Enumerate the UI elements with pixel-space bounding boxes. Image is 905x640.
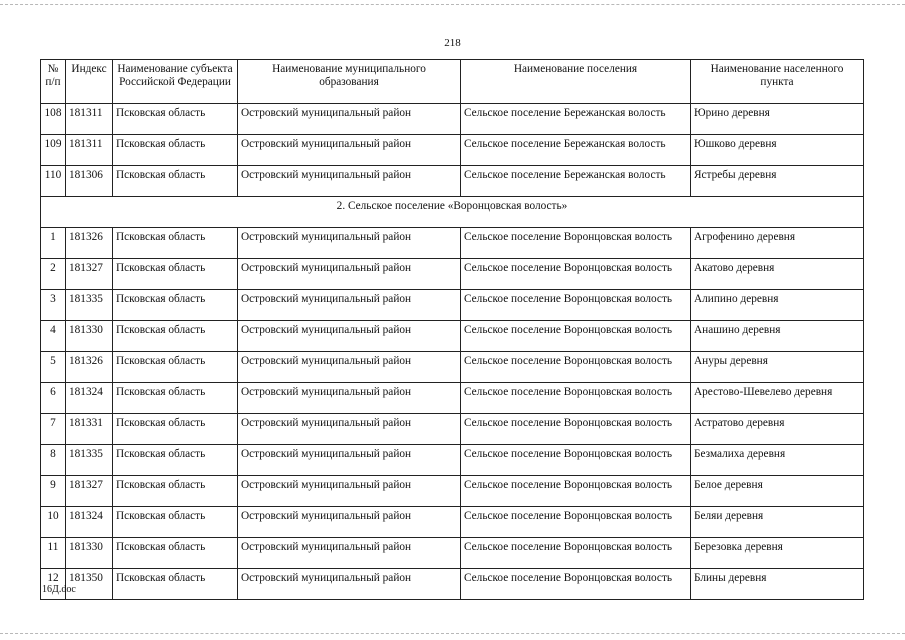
cell-locality: Юшково деревня bbox=[691, 135, 864, 166]
registry-table bbox=[40, 59, 864, 600]
cell-municipality: Островский муниципальный район bbox=[238, 414, 461, 445]
cell-settlement: Сельское поселение Воронцовская волость bbox=[461, 569, 691, 600]
footer-filename: 16Д.doc bbox=[42, 584, 76, 595]
cell-index: 181330 bbox=[66, 538, 113, 569]
header-index: Индекс bbox=[66, 60, 113, 104]
cell-locality: Ястребы деревня bbox=[691, 166, 864, 197]
cell-index: 181335 bbox=[66, 290, 113, 321]
cell-locality: Агрофенино деревня bbox=[691, 228, 864, 259]
cell-num: 110 bbox=[41, 166, 66, 197]
cell-municipality: Островский муниципальный район bbox=[238, 104, 461, 135]
cell-settlement: Сельское поселение Воронцовская волость bbox=[461, 414, 691, 445]
cell-settlement: Сельское поселение Воронцовская волость bbox=[461, 290, 691, 321]
cell-municipality: Островский муниципальный район bbox=[238, 383, 461, 414]
cell-index: 181335 bbox=[66, 445, 113, 476]
cell-num: 11 bbox=[41, 538, 66, 569]
cell-locality: Блины деревня bbox=[691, 569, 864, 600]
cell-subject: Псковская область bbox=[113, 445, 238, 476]
cell-municipality: Островский муниципальный район bbox=[238, 476, 461, 507]
cell-num: 10 bbox=[41, 507, 66, 538]
cell-index: 181324 bbox=[66, 507, 113, 538]
cell-index: 181324 bbox=[66, 383, 113, 414]
cell-settlement: Сельское поселение Воронцовская волость bbox=[461, 538, 691, 569]
section-title: 2. Сельское поселение «Воронцовская волость» bbox=[41, 197, 864, 228]
cell-num: 8 bbox=[41, 445, 66, 476]
table-row bbox=[41, 290, 864, 321]
cell-index: 181330 bbox=[66, 321, 113, 352]
cell-settlement: Сельское поселение Бережанская волость bbox=[461, 135, 691, 166]
table-row bbox=[41, 569, 864, 600]
header-municipality: Наименование муниципального образования bbox=[238, 60, 461, 104]
scan-edge-bottom bbox=[0, 633, 905, 634]
cell-locality: Анашино деревня bbox=[691, 321, 864, 352]
cell-index: 181311 bbox=[66, 135, 113, 166]
table-row bbox=[41, 383, 864, 414]
cell-municipality: Островский муниципальный район bbox=[238, 352, 461, 383]
table-body-after bbox=[41, 228, 864, 600]
cell-num: 5 bbox=[41, 352, 66, 383]
cell-num: 3 bbox=[41, 290, 66, 321]
cell-num: 4 bbox=[41, 321, 66, 352]
cell-num: 7 bbox=[41, 414, 66, 445]
cell-num: 9 bbox=[41, 476, 66, 507]
cell-settlement: Сельское поселение Воронцовская волость bbox=[461, 445, 691, 476]
table-row bbox=[41, 166, 864, 197]
cell-municipality: Островский муниципальный район bbox=[238, 259, 461, 290]
cell-municipality: Островский муниципальный район bbox=[238, 321, 461, 352]
cell-subject: Псковская область bbox=[113, 507, 238, 538]
cell-num: 2 bbox=[41, 259, 66, 290]
cell-subject: Псковская область bbox=[113, 538, 238, 569]
table-row bbox=[41, 445, 864, 476]
cell-locality: Астратово деревня bbox=[691, 414, 864, 445]
cell-locality: Ануры деревня bbox=[691, 352, 864, 383]
header-subject: Наименование субъекта Российской Федерации bbox=[113, 60, 238, 104]
cell-settlement: Сельское поселение Воронцовская волость bbox=[461, 507, 691, 538]
cell-num: 12 bbox=[41, 569, 66, 600]
table-row bbox=[41, 135, 864, 166]
cell-subject: Псковская область bbox=[113, 135, 238, 166]
table-row bbox=[41, 414, 864, 445]
cell-locality: Беляи деревня bbox=[691, 507, 864, 538]
cell-index: 181350 bbox=[66, 569, 113, 600]
cell-municipality: Островский муниципальный район bbox=[238, 228, 461, 259]
table-row bbox=[41, 228, 864, 259]
cell-index: 181326 bbox=[66, 228, 113, 259]
cell-settlement: Сельское поселение Бережанская волость bbox=[461, 104, 691, 135]
cell-index: 181327 bbox=[66, 476, 113, 507]
cell-municipality: Островский муниципальный район bbox=[238, 445, 461, 476]
cell-settlement: Сельское поселение Воронцовская волость bbox=[461, 476, 691, 507]
cell-subject: Псковская область bbox=[113, 259, 238, 290]
cell-municipality: Островский муниципальный район bbox=[238, 166, 461, 197]
cell-locality: Алипино деревня bbox=[691, 290, 864, 321]
table-body-before bbox=[41, 104, 864, 228]
cell-num: 6 bbox=[41, 383, 66, 414]
cell-municipality: Островский муниципальный район bbox=[238, 135, 461, 166]
cell-municipality: Островский муниципальный район bbox=[238, 538, 461, 569]
header-settlement: Наименование поселения bbox=[461, 60, 691, 104]
cell-subject: Псковская область bbox=[113, 476, 238, 507]
cell-subject: Псковская область bbox=[113, 352, 238, 383]
cell-settlement: Сельское поселение Воронцовская волость bbox=[461, 259, 691, 290]
cell-index: 181306 bbox=[66, 166, 113, 197]
cell-municipality: Островский муниципальный район bbox=[238, 290, 461, 321]
cell-locality: Арестово-Шевелево деревня bbox=[691, 383, 864, 414]
cell-index: 181311 bbox=[66, 104, 113, 135]
cell-settlement: Сельское поселение Воронцовская волость bbox=[461, 383, 691, 414]
cell-subject: Псковская область bbox=[113, 166, 238, 197]
cell-settlement: Сельское поселение Воронцовская волость bbox=[461, 321, 691, 352]
cell-locality: Юрино деревня bbox=[691, 104, 864, 135]
cell-settlement: Сельское поселение Воронцовская волость bbox=[461, 352, 691, 383]
header-num: № п/п bbox=[41, 60, 66, 104]
cell-municipality: Островский муниципальный район bbox=[238, 507, 461, 538]
cell-index: 181331 bbox=[66, 414, 113, 445]
cell-settlement: Сельское поселение Воронцовская волость bbox=[461, 228, 691, 259]
cell-num: 109 bbox=[41, 135, 66, 166]
cell-index: 181327 bbox=[66, 259, 113, 290]
table-header bbox=[41, 60, 864, 104]
table-row bbox=[41, 352, 864, 383]
scan-edge-top bbox=[0, 4, 905, 5]
cell-locality: Безмалиха деревня bbox=[691, 445, 864, 476]
header-locality: Наименование населенного пункта bbox=[691, 60, 864, 104]
cell-subject: Псковская область bbox=[113, 569, 238, 600]
cell-subject: Псковская область bbox=[113, 228, 238, 259]
cell-municipality: Островский муниципальный район bbox=[238, 569, 461, 600]
table-row bbox=[41, 104, 864, 135]
cell-subject: Псковская область bbox=[113, 321, 238, 352]
cell-num: 1 bbox=[41, 228, 66, 259]
cell-subject: Псковская область bbox=[113, 414, 238, 445]
table-row bbox=[41, 259, 864, 290]
cell-locality: Акатово деревня bbox=[691, 259, 864, 290]
cell-subject: Псковская область bbox=[113, 290, 238, 321]
table-row bbox=[41, 321, 864, 352]
page-number: 218 bbox=[444, 37, 461, 49]
table-row bbox=[41, 476, 864, 507]
table-row bbox=[41, 538, 864, 569]
table-row bbox=[41, 507, 864, 538]
cell-settlement: Сельское поселение Бережанская волость bbox=[461, 166, 691, 197]
cell-subject: Псковская область bbox=[113, 104, 238, 135]
header-row bbox=[41, 60, 864, 104]
cell-num: 108 bbox=[41, 104, 66, 135]
cell-subject: Псковская область bbox=[113, 383, 238, 414]
cell-locality: Белое деревня bbox=[691, 476, 864, 507]
cell-index: 181326 bbox=[66, 352, 113, 383]
section-row bbox=[41, 197, 864, 228]
cell-locality: Березовка деревня bbox=[691, 538, 864, 569]
